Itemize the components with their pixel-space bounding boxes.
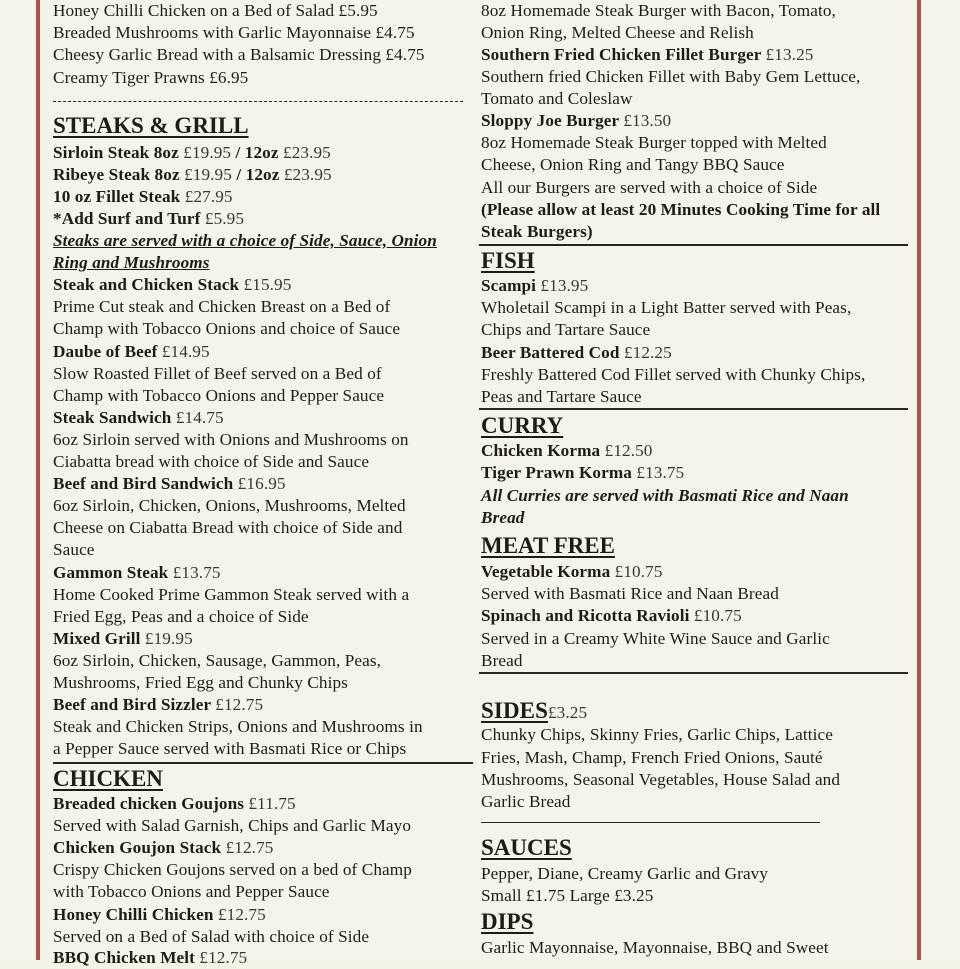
menu-item-name: Sloppy Joe Burger £13.50 [481,111,672,130]
menu-item-sirloin: Sirloin Steak 8oz £19.95 / 12oz £23.95 [53,143,331,162]
menu-item-desc: Served on a Bed of Salad with choice of Side [53,927,370,946]
burgers-note: All our Burgers are served with a choice of Side [481,178,818,197]
section-heading-chicken: CHICKEN [53,766,163,791]
menu-item-desc: Steak and Chicken Strips, Onions and Mushrooms in [53,717,423,736]
menu-item-desc: Onion Ring, Melted Cheese and Relish [481,23,754,42]
menu-item-desc: 8oz Homemade Steak Burger with Bacon, Tomato, [481,1,836,20]
menu-item-desc: 6oz Sirloin served with Onions and Mushrooms on [53,430,409,449]
menu-item-desc: Crispy Chicken Goujons served on a bed of Champ [53,860,412,879]
menu-item-fillet: 10 oz Fillet Steak £27.95 [53,187,233,206]
menu-item-desc: 6oz Sirloin, Chicken, Onions, Mushrooms, Melted [53,496,406,515]
menu-item-desc: a Pepper Sauce served with Basmati Rice or Chips [53,739,407,758]
dashed-divider [53,101,463,102]
menu-item-desc: Champ with Tobacco Onions and choice of Sauce [53,319,401,338]
menu-item-desc: Sauce [53,540,95,559]
sides-list: Chunky Chips, Skinny Fries, Garlic Chips, Lattice [481,725,833,744]
menu-item-desc: with Tobacco Onions and Pepper Sauce [53,882,330,901]
steaks-note: Ring and Mushrooms [53,253,210,272]
menu-item-desc: Peas and Tartare Sauce [481,387,642,406]
menu-item-surf-turf: *Add Surf and Turf £5.95 [53,209,245,228]
sides-heading-row [481,698,587,724]
menu-item-desc: Wholetail Scampi in a Light Batter served with Peas, [481,298,852,317]
section-heading-curry: CURRY [481,413,564,438]
menu-item-name: Breaded chicken Goujons £11.75 [53,794,296,813]
menu-item-name: Chicken Goujon Stack £12.75 [53,838,274,857]
menu-item-desc: Served with Salad Garnish, Chips and Garlic Mayo [53,816,412,835]
sauces-price: Small £1.75 Large £3.25 [481,886,654,905]
menu-item-desc: 6oz Sirloin, Chicken, Sausage, Gammon, Peas, [53,651,382,670]
burgers-cooking-note: Steak Burgers) [481,222,593,241]
menu-item-desc: Served with Basmati Rice and Naan Bread [481,584,779,603]
menu-item-ribeye: Ribeye Steak 8oz £19.95 / 12oz £23.95 [53,165,332,184]
menu-item-desc: Home Cooked Prime Gammon Steak served with a [53,585,410,604]
menu-item-desc: Bread [481,651,523,670]
sides-price: £3.25 [547,703,588,722]
dips-list: Garlic Mayonnaise, Mayonnaise, BBQ and Sweet [481,938,829,957]
burgers-cooking-note: (Please allow at least 20 Minutes Cooking Time for all [481,200,881,219]
menu-item-name: Steak Sandwich £14.75 [53,408,224,427]
menu-item-name: Mixed Grill £19.95 [53,629,193,648]
starter-item: Honey Chilli Chicken on a Bed of Salad £5.95 [53,1,378,20]
section-heading-dips: DIPS [481,909,534,934]
menu-item-desc: Fried Egg, Peas and a choice of Side [53,607,309,626]
menu-item-name: Steak and Chicken Stack £15.95 [53,275,292,294]
menu-item-desc: Tomato and Coleslaw [481,89,633,108]
menu-item-name: Scampi £13.95 [481,276,589,295]
menu-item-desc: 8oz Homemade Steak Burger topped with Melted [481,133,827,152]
starter-item: Breaded Mushrooms with Garlic Mayonnaise £4.75 [53,23,415,42]
left-border [36,0,40,960]
menu-item-name: Gammon Steak £13.75 [53,563,221,582]
section-divider [53,762,473,764]
starter-item: Creamy Tiger Prawns £6.95 [53,68,249,87]
sides-list: Mushrooms, Seasonal Vegetables, House Salad and [481,770,841,789]
section-divider [479,408,908,410]
menu-item-name: Southern Fried Chicken Fillet Burger £13.25 [481,45,814,64]
menu-item-name: BBQ Chicken Melt £12.75 [53,948,248,967]
menu-item-name: Daube of Beef £14.95 [53,342,210,361]
menu-item-desc: Cheese, Onion Ring and Tangy BBQ Sauce [481,155,785,174]
menu-item-name: Honey Chilli Chicken £12.75 [53,905,266,924]
menu-item-desc: Southern fried Chicken Fillet with Baby Gem Lettuce, [481,67,861,86]
menu-item-name: Beer Battered Cod £12.25 [481,343,672,362]
menu-item-name: Tiger Prawn Korma £13.75 [481,463,685,482]
menu-item-name: Chicken Korma £12.50 [481,441,653,460]
section-heading-sides: SIDES [481,698,548,723]
right-border [917,0,921,960]
menu-item-desc: Champ with Tobacco Onions and Pepper Sauce [53,386,385,405]
section-heading-steaks: STEAKS & GRILL [53,113,249,138]
sauces-list: Pepper, Diane, Creamy Garlic and Gravy [481,864,769,883]
section-heading-fish: FISH [481,248,535,273]
sides-list: Garlic Bread [481,792,571,811]
menu-item-desc: Chips and Tartare Sauce [481,320,651,339]
starter-item: Cheesy Garlic Bread with a Balsamic Dressing £4.75 [53,45,425,64]
section-heading-sauces: SAUCES [481,835,572,860]
section-divider [479,244,908,246]
steaks-note: Steaks are served with a choice of Side, Sauce, Onion [53,231,437,250]
menu-item-name: Spinach and Ricotta Ravioli £10.75 [481,606,742,625]
menu-item-name: Beef and Bird Sizzler £12.75 [53,695,264,714]
curry-note: All Curries are served with Basmati Rice and Naan [481,486,849,505]
menu-item-desc: Mushrooms, Fried Egg and Chunky Chips [53,673,348,692]
section-heading-meat-free: MEAT FREE [481,533,615,558]
menu-item-name: Vegetable Korma £10.75 [481,562,663,581]
curry-note: Bread [481,508,525,527]
section-divider [479,672,908,674]
sides-list: Fries, Mash, Champ, French Fried Onions, Sauté [481,748,823,767]
menu-item-desc: Slow Roasted Fillet of Beef served on a Bed of [53,364,382,383]
menu-item-name: Beef and Bird Sandwich £16.95 [53,474,286,493]
menu-item-desc: Ciabatta bread with choice of Side and Sauce [53,452,370,471]
menu-item-desc: Freshly Battered Cod Fillet served with Chunky Chips, [481,365,866,384]
menu-item-desc: Cheese on Ciabatta Bread with choice of Side and [53,518,403,537]
menu-item-desc: Prime Cut steak and Chicken Breast on a Bed of [53,297,391,316]
section-divider [481,822,820,823]
menu-item-desc: Served in a Creamy White Wine Sauce and Garlic [481,629,830,648]
